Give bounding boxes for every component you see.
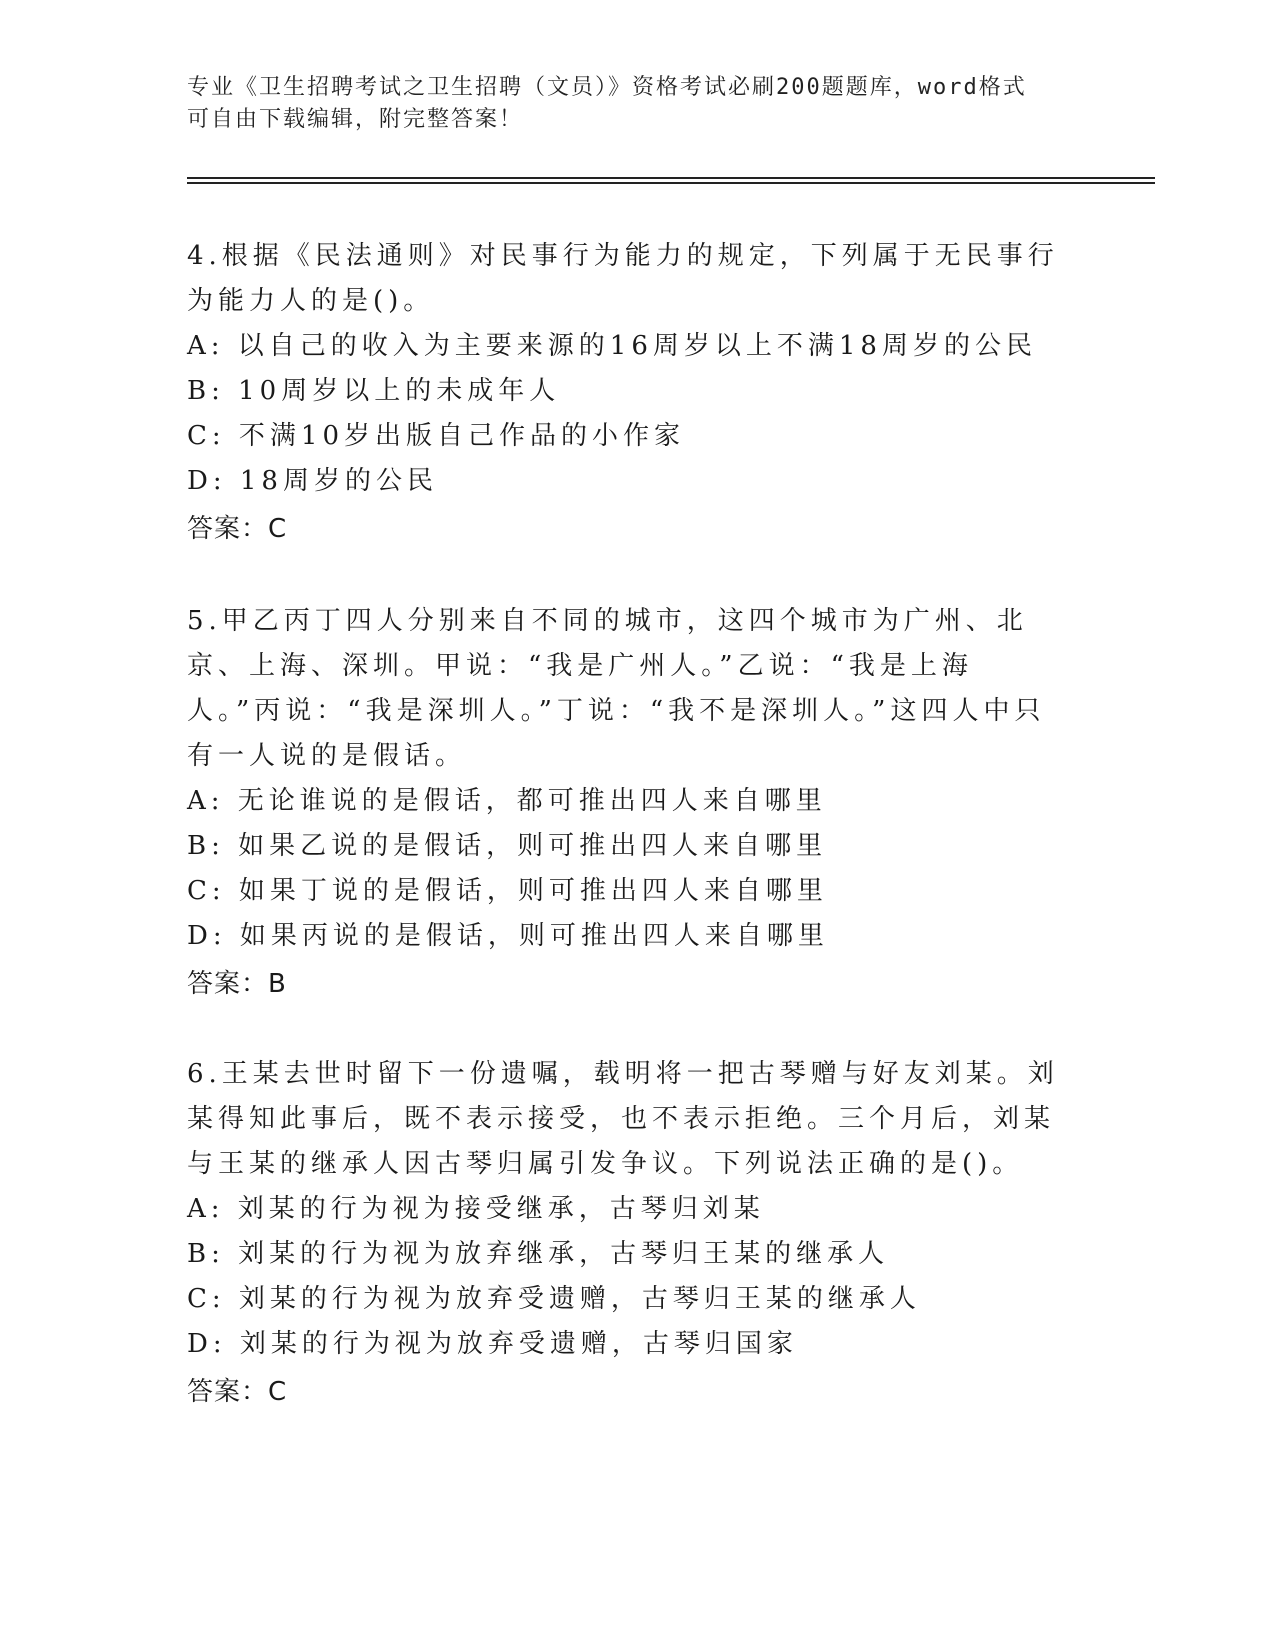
answer: 答案：C [187,1377,288,1407]
question-4 [187,234,1067,552]
header-line-2: 可自由下载编辑，附完整答案！ [187,107,524,132]
question-5 [187,599,1067,1007]
header-line-1: 专业《卫生招聘考试之卫生招聘（文员）》资格考试必刷200题题库，word格式 [187,75,1027,100]
option-b: B: 10周岁以上的未成年人 [187,376,561,406]
option-d: D: 如果丙说的是假话，则可推出四人来自哪里 [187,921,829,951]
question-6 [187,1052,1067,1415]
option-a: A: 无论谁说的是假话，都可推出四人来自哪里 [187,786,827,816]
option-d: D: 刘某的行为视为放弃受遗赠，古琴归国家 [187,1329,798,1359]
header-rule-bottom [187,182,1155,184]
option-c: C: 刘某的行为视为放弃受遗赠，古琴归王某的继承人 [187,1284,921,1314]
option-d: D: 18周岁的公民 [187,466,438,496]
question-stem: 4.根据《民法通则》对民事行为能力的规定，下列属于无民事行为能力人的是()。 [187,241,1059,316]
document-header [187,72,1067,136]
question-stem: 5.甲乙丙丁四人分别来自不同的城市，这四个城市为广州、北京、上海、深圳。甲说：“我是广州人。”乙说：“我是上海人。”丙说：“我是深圳人。”丁说：“我不是深圳人。”这四人中只有一人说的是假话。 [187,606,1046,771]
option-a: A: 刘某的行为视为接受继承，古琴归刘某 [187,1194,765,1224]
option-a: A: 以自己的收入为主要来源的16周岁以上不满18周岁的公民 [187,331,1037,361]
option-b: B: 刘某的行为视为放弃继承，古琴归王某的继承人 [187,1239,890,1269]
option-c: C: 如果丁说的是假话，则可推出四人来自哪里 [187,876,828,906]
option-b: B: 如果乙说的是假话，则可推出四人来自哪里 [187,831,828,861]
header-rule-top [187,177,1155,179]
option-c: C: 不满10岁出版自己作品的小作家 [187,421,686,451]
answer: 答案：C [187,514,288,544]
answer: 答案：B [187,969,287,999]
question-stem: 6.王某去世时留下一份遗嘱，载明将一把古琴赠与好友刘某。刘某得知此事后，既不表示接受，也不表示拒绝。三个月后，刘某与王某的继承人因古琴归属引发争议。下列说法正确的是()。 [187,1059,1059,1179]
